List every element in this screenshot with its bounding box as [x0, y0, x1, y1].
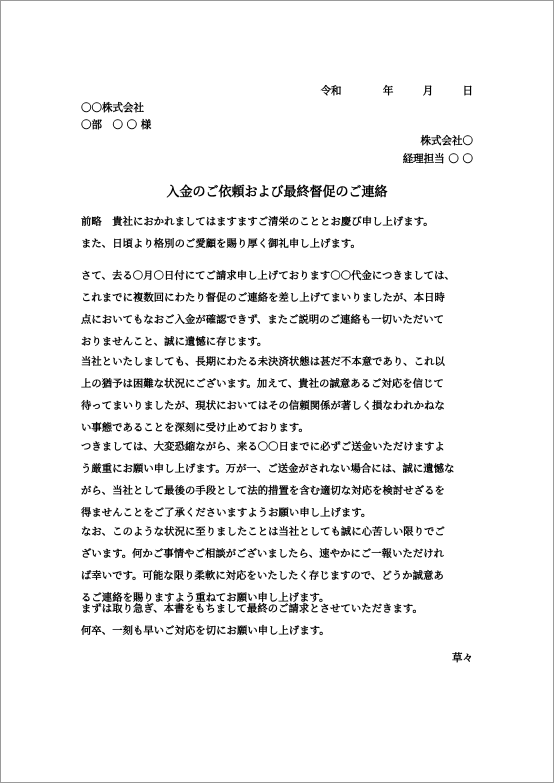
date-era: 令和	[320, 85, 342, 97]
paragraph-line: 点においてもなおご入金が確認できず、またご説明のご連絡も一切いただいて	[81, 314, 445, 326]
paragraph-line: い事態であることを深刻に受け止めております。	[81, 422, 309, 434]
paragraph-consultation	[81, 521, 481, 609]
sender-company: 株式会社〇	[420, 135, 473, 147]
paragraph-line: さて、去る〇月〇日付にてご請求申し上げております〇〇代金につきましては、	[81, 270, 455, 282]
paragraph-situation	[81, 351, 481, 439]
paragraph-line: ば幸いです。可能な限り柔軟に対応をいたしたく存じますので、どうか誠意あ	[81, 570, 444, 582]
paragraph-line: また、日頃より格別のご愛顧を賜り厚く御礼申し上げます。	[81, 238, 361, 250]
paragraph-line: おりませんこと、誠に遺憾に存じます。	[81, 336, 268, 348]
paragraph-line: う厳重にお願い申し上げます。万が一、ご送金がされない場合には、誠に遺憾な	[81, 463, 455, 475]
paragraph-line: つきましては、大変恐縮ながら、来る〇〇日までに必ずご送金いただけますよ	[81, 441, 445, 453]
paragraph-line: るご連絡を賜りますよう重ねてお願い申し上げます。	[81, 592, 330, 604]
date-year-label: 年	[382, 85, 394, 97]
date-day-label: 日	[462, 85, 473, 97]
letter-title: 入金のご依頼および最終督促のご連絡	[166, 185, 388, 200]
paragraph-line: なお、このような状況に至りましたことは当社としても誠に心苦しい限りでご	[81, 526, 445, 538]
paragraph-line: 待ってまいりましたが、現状においてはその信頼関係が著しく損なわれかねな	[81, 400, 445, 412]
paragraph-line: 上の猶予は困難な状況にございます。加えて、貴社の誠意あるご対応を信じて	[81, 378, 444, 390]
paragraph-overdue-notice	[81, 265, 481, 353]
paragraph-line: 何卒、一刻も早いご対応を切にお願い申し上げます。	[81, 625, 330, 637]
paragraph-line: 前略 貴社におかれましてはますますご清栄のこととお慶び申し上げます。	[81, 216, 434, 228]
paragraph-line: ざいます。何かご事情やご相談がございましたら、速やかにご一報いただけれ	[81, 548, 445, 560]
paragraph-demand	[81, 436, 481, 524]
sender-person: 経理担当 〇 〇	[402, 153, 473, 165]
recipient-person: 〇部 〇 〇 様	[81, 119, 152, 131]
paragraph-line: これまでに複数回にわたり督促のご連絡を差し上げてまいりましたが、本日時	[81, 292, 445, 304]
recipient-company: 〇〇株式会社	[81, 102, 144, 114]
paragraph-greeting	[81, 211, 481, 255]
date-line	[321, 83, 473, 98]
closing-word: 草々	[452, 652, 473, 664]
paragraph-line: がら、当社として最後の手段として法的措置を含む適切な対応を検討せざるを	[81, 485, 445, 497]
paragraph-line: まずは取り急ぎ、本書をもちまして最終のご請求とさせていただきます。	[81, 603, 423, 615]
paragraph-line: 得ませんことをご了承くださいますようお願い申し上げます。	[81, 507, 372, 519]
paragraph-line: 当社といたしましても、長期にわたる未決済状態は甚だ不本意であり、これ以	[81, 356, 445, 368]
date-month-label: 月	[422, 85, 434, 97]
paragraph-conclusion	[81, 598, 481, 642]
